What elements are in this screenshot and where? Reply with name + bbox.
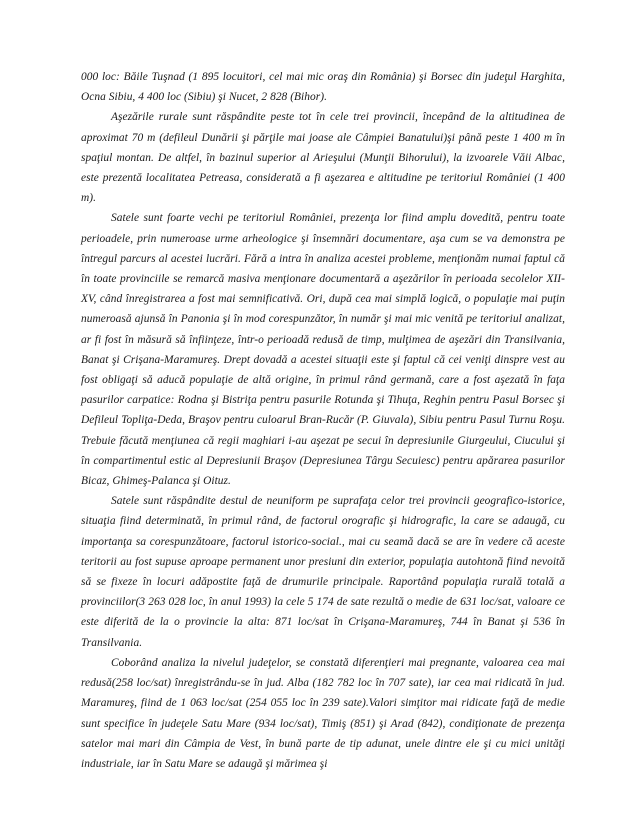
paragraph-village-distribution: Satele sunt răspândite destul de neuniform pe suprafaţa celor trei provincii geografico-istorice, situaţia fiind determinată, în primul rând, de factorul orografic şi hidrografic, la care se adaugă, cu importanţa sa corespunzătoare, factorul istorico-social., mai cu seamă dacă se are în vedere că aceste teritorii au fost supuse aproape permanent unor presiuni din exterior, populaţia autohtonă fiind nevoită să se fixeze în locuri adăpostite faţă de drumurile principale. Raportând populaţia rurală totală a provinciilor(3 263 028 loc, în anul 1993) la cele 5 174 de sate rezultă o medie de 631 loc/sat, valoare ce este diferită de la o provincie la alta: 871 loc/sat în Crişana-Maramureş, 744 în Banat şi 536 în Transilvania. (81, 495, 565, 649)
document-page (81, 67, 565, 774)
paragraph-rural-settlements: Aşezările rurale sunt răspândite peste tot în cele trei provincii, începând de la altitudinea de aproximat 70 m (defileul Dunării şi părţile mai joase ale Câmpiei Banatului)şi până peste 1 400 m în spaţiul montan. De altfel, în bazinul superior al Arieşului (Munţii Bihorului), la izvoarele Văii Albac, este prezentă localitatea Petreasa, considerată a fi aşezarea e altitudine pe teritoriul României (1 400 m). (81, 111, 565, 205)
paragraph-continuation: 000 loc: Băile Tuşnad (1 895 locuitori, cel mai mic oraş din România) şi Borsec din judeţul Harghita, Ocna Sibiu, 4 400 loc (Sibiu) şi Nucet, 2 828 (Bihor). (81, 71, 565, 104)
paragraph-county-analysis: Coborând analiza la nivelul judeţelor, se constată diferenţieri mai pregnante, valoarea cea mai redusă(258 loc/sat) înregistrându-se în jud. Alba (182 782 loc în 707 sate), iar cea mai ridicată în jud. Maramureş, fiind de 1 063 loc/sat (254 055 loc în 239 sate).Valori simţitor mai ridicate faţă de medie sunt specifice în judeţele Satu Mare (934 loc/sat), Timiş (851) şi Arad (842), condiţionate de prezenţa satelor mai mari din Câmpia de Vest, în bună parte de tip adunat, unele dintre ele şi cu mici unităţi industriale, iar în Satu Mare se adaugă şi mărimea şi (81, 656, 565, 770)
paragraph-village-history: Satele sunt foarte vechi pe teritoriul României, prezenţa lor fiind amplu dovedită, pentru toate perioadele, prin numeroase urme arheologice şi însemnări documentare, aşa cum se va demonstra pe întregul parcurs al acestei lucrări. Fără a intra în analiza acestei probleme, menţionăm numai faptul că în toate provinciile se remarcă masiva menţionare documentară a aşezărilor în perioada secolelor XII-XV, când înregistrarea a fost mai semnificativă. Ori, după cea mai simplă logică, o populaţie mai puţin numeroasă ajunsă în Panonia şi în mod corespunzător, în număr şi mai mic venită pe teritoriul analizat, ar fi fost în măsură să înfiinţeze, într-o perioadă redusă de timp, mulţimea de aşezări din Transilvania, Banat şi Crişana-Maramureş. Drept dovadă a acestei situaţii este şi faptul că cei veniţi dinspre vest au fost obligaţi să aducă populaţie de altă origine, în primul rând germană, care a fost aşezată în faţa pasurilor carpatice: Rodna şi Bistriţa pentru pasurile Rotunda şi Tihuţa, Reghin pentru Pasul Borsec şi Defileul Topliţa-Deda, Braşov pentru culoarul Bran-Rucăr (P. Giuvala), Sibiu pentru Pasul Turnu Roşu. Trebuie făcută menţiunea că regii maghiari i-au aşezat pe secui în depresiunile Giurgeului, Ciucului şi în compartimentul estic al Depresiunii Braşov (Depresiunea Târgu Secuiesc) pentru apărarea pasurilor Bicaz, Ghimeş-Palanca şi Oituz. (81, 212, 565, 488)
